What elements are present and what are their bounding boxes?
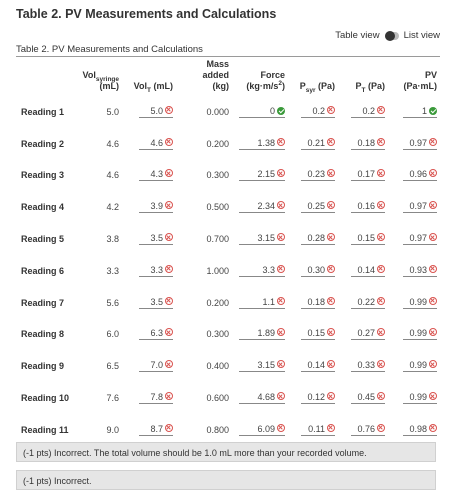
pv-cell: [388, 319, 440, 351]
force-value: 1.1: [262, 296, 275, 307]
force-input[interactable]: [239, 424, 285, 436]
pv-input[interactable]: [403, 424, 437, 436]
pv-input[interactable]: [403, 169, 437, 181]
pv-input[interactable]: [403, 392, 437, 404]
x-circle-icon: [377, 201, 385, 209]
x-circle-icon: [377, 297, 385, 305]
force-cell: [232, 128, 288, 160]
pv-value: 0.97: [409, 201, 427, 212]
pv-value: 0.97: [409, 233, 427, 244]
force-input[interactable]: [239, 138, 285, 150]
p-t-cell: [338, 128, 388, 160]
force-value: 6.09: [257, 423, 275, 434]
vol-t-value: 7.8: [150, 392, 163, 403]
table-header-row: [16, 57, 440, 96]
p-t-input[interactable]: [351, 138, 385, 150]
x-circle-icon: [277, 169, 285, 177]
x-circle-icon: [277, 297, 285, 305]
vol-t-value: 4.6: [150, 137, 163, 148]
pv-value: 1: [421, 105, 427, 116]
mass-added-value: 0.200: [206, 297, 229, 308]
p-t-input[interactable]: [351, 360, 385, 372]
vol-t-input[interactable]: [139, 424, 173, 436]
pv-table-body: [16, 96, 440, 446]
pv-value: 0.97: [409, 137, 427, 148]
table-row: [16, 223, 440, 255]
check-circle-icon: [277, 107, 285, 115]
mass-added-value: 0.300: [206, 170, 229, 181]
force-value: 4.68: [257, 392, 275, 403]
p-t-input[interactable]: [351, 106, 385, 118]
table-row: [16, 255, 440, 287]
p-t-value: 0.76: [357, 423, 375, 434]
row-label: Reading 2: [21, 138, 65, 149]
row-label: Reading 1: [21, 106, 65, 117]
force-cell: [232, 319, 288, 351]
pv-input[interactable]: [403, 201, 437, 213]
vol-t-input[interactable]: [139, 138, 173, 150]
pv-cell: [388, 414, 440, 446]
pv-input[interactable]: [403, 106, 437, 118]
vol-t-cell: [122, 223, 176, 255]
x-circle-icon: [429, 265, 437, 273]
mass-added-value: 0.800: [206, 424, 229, 435]
p-syr-input[interactable]: [301, 328, 335, 340]
p-t-value: 0.27: [357, 328, 375, 339]
pv-cell: [388, 191, 440, 223]
header-mass-added: Mass added (kg): [202, 59, 229, 91]
force-cell: [232, 223, 288, 255]
p-t-input[interactable]: [351, 392, 385, 404]
x-circle-icon: [429, 328, 437, 336]
vol-t-value: 4.3: [150, 169, 163, 180]
list-view-label[interactable]: List view: [403, 30, 440, 41]
vol-t-cell: [122, 128, 176, 160]
p-syr-cell: [288, 414, 338, 446]
vol-t-cell: [122, 287, 176, 319]
pv-value: 0.93: [409, 264, 427, 275]
vol-syringe-value: 4.6: [106, 170, 119, 181]
mass-added-value: 0.200: [206, 138, 229, 149]
vol-t-value: 3.5: [150, 233, 163, 244]
pv-cell: [388, 96, 440, 128]
x-circle-icon: [377, 106, 385, 114]
pv-cell: [388, 255, 440, 287]
force-cell: [232, 191, 288, 223]
force-input[interactable]: [239, 297, 285, 309]
x-circle-icon: [327, 297, 335, 305]
vol-t-value: 7.0: [150, 360, 163, 371]
header-p-syr: $P_{syr}$ (Pa): [299, 81, 335, 94]
p-t-input[interactable]: [351, 297, 385, 309]
x-circle-icon: [277, 233, 285, 241]
check-circle-icon: [429, 107, 437, 115]
p-t-value: 0.16: [357, 201, 375, 212]
x-circle-icon: [277, 138, 285, 146]
vol-t-value: 3.3: [150, 264, 163, 275]
p-syr-value: 0.11: [308, 423, 325, 434]
p-syr-input[interactable]: [301, 106, 335, 118]
x-circle-icon: [165, 392, 173, 400]
p-t-input[interactable]: [351, 233, 385, 245]
mass-added-value: 0.000: [206, 106, 229, 117]
force-input[interactable]: [239, 233, 285, 245]
x-circle-icon: [429, 169, 437, 177]
mass-added-value: 0.600: [206, 393, 229, 404]
vol-t-cell: [122, 96, 176, 128]
header-p-t: $P_T$ (Pa): [355, 81, 385, 94]
pv-table: [16, 57, 440, 446]
x-circle-icon: [429, 392, 437, 400]
p-t-input[interactable]: [351, 328, 385, 340]
p-syr-cell: [288, 96, 338, 128]
pv-value: 0.99: [409, 296, 427, 307]
p-syr-input[interactable]: [301, 233, 335, 245]
p-syr-input[interactable]: [301, 138, 335, 150]
x-circle-icon: [327, 265, 335, 273]
p-t-value: 0.17: [357, 169, 375, 180]
force-value: 1.38: [257, 137, 275, 148]
p-syr-cell: [288, 287, 338, 319]
x-circle-icon: [429, 233, 437, 241]
mass-added-value: 0.300: [206, 329, 229, 340]
p-syr-cell: [288, 255, 338, 287]
p-syr-value: 0.28: [307, 233, 325, 244]
vol-t-input[interactable]: [139, 297, 173, 309]
header-vol-syringe: Vol$_{syringe}$ (mL): [82, 70, 119, 91]
mass-added-value: 0.400: [206, 361, 229, 372]
vol-t-cell: [122, 319, 176, 351]
vol-syringe-value: 3.3: [106, 265, 119, 276]
x-circle-icon: [165, 138, 173, 146]
x-circle-icon: [327, 233, 335, 241]
p-t-cell: [338, 223, 388, 255]
table-row: [16, 350, 440, 382]
p-syr-value: 0.18: [307, 296, 325, 307]
table-row: [16, 382, 440, 414]
force-cell: [232, 414, 288, 446]
vol-t-value: 5.0: [150, 105, 163, 116]
x-circle-icon: [165, 297, 173, 305]
pv-input[interactable]: [403, 328, 437, 340]
force-value: 3.15: [257, 233, 275, 244]
vol-syringe-value: 4.6: [106, 138, 119, 149]
p-t-cell: [338, 191, 388, 223]
vol-t-value: 3.9: [150, 201, 163, 212]
force-input[interactable]: [239, 169, 285, 181]
pv-input[interactable]: [403, 233, 437, 245]
p-t-cell: [338, 96, 388, 128]
table-row: [16, 128, 440, 160]
p-t-cell: [338, 160, 388, 192]
p-syr-input[interactable]: [301, 265, 335, 277]
vol-t-input[interactable]: [139, 169, 173, 181]
p-t-value: 0.45: [357, 392, 375, 403]
p-t-input[interactable]: [351, 265, 385, 277]
view-toggle-switch[interactable]: [385, 32, 399, 40]
x-circle-icon: [165, 328, 173, 336]
p-t-cell: [338, 255, 388, 287]
row-label: Reading 4: [21, 202, 65, 213]
pv-cell: [388, 382, 440, 414]
p-syr-cell: [288, 223, 338, 255]
vol-t-input[interactable]: [139, 201, 173, 213]
x-circle-icon: [277, 265, 285, 273]
x-circle-icon: [377, 392, 385, 400]
x-circle-icon: [165, 233, 173, 241]
row-label: Reading 6: [21, 265, 65, 276]
header-force: Force $(kg\cdot m/s^2)$: [246, 70, 285, 91]
mass-added-value: 1.000: [206, 265, 229, 276]
p-t-value: 0.22: [357, 296, 375, 307]
row-label: Reading 8: [21, 329, 65, 340]
x-circle-icon: [327, 169, 335, 177]
view-toggle[interactable]: [335, 30, 440, 41]
x-circle-icon: [429, 360, 437, 368]
p-syr-cell: [288, 350, 338, 382]
p-syr-cell: [288, 160, 338, 192]
pv-cell: [388, 160, 440, 192]
vol-t-cell: [122, 255, 176, 287]
x-circle-icon: [327, 201, 335, 209]
p-syr-input[interactable]: [301, 201, 335, 213]
x-circle-icon: [377, 328, 385, 336]
pv-cell: [388, 287, 440, 319]
p-t-input[interactable]: [351, 424, 385, 436]
x-circle-icon: [429, 138, 437, 146]
mass-added-value: 0.700: [206, 234, 229, 245]
p-t-input[interactable]: [351, 169, 385, 181]
pv-value: 0.98: [409, 423, 427, 434]
force-input[interactable]: [239, 392, 285, 404]
p-t-value: 0.15: [357, 233, 375, 244]
vol-syringe-value: 5.0: [106, 106, 119, 117]
header-vol-t: Vol$_T$ (mL): [133, 81, 173, 94]
vol-t-input[interactable]: [139, 106, 173, 118]
header-pv: PV (Pa·mL): [403, 70, 437, 91]
p-syr-cell: [288, 128, 338, 160]
vol-t-value: 8.7: [150, 423, 163, 434]
p-t-cell: [338, 350, 388, 382]
p-t-input[interactable]: [351, 201, 385, 213]
x-circle-icon: [165, 360, 173, 368]
x-circle-icon: [165, 265, 173, 273]
pv-input[interactable]: [403, 360, 437, 372]
p-syr-value: 0.12: [307, 392, 325, 403]
table-row: [16, 414, 440, 446]
force-cell: [232, 382, 288, 414]
x-circle-icon: [377, 360, 385, 368]
p-syr-value: 0.15: [307, 328, 325, 339]
vol-syringe-value: 7.6: [106, 393, 119, 404]
force-input[interactable]: [239, 360, 285, 372]
pv-cell: [388, 128, 440, 160]
x-circle-icon: [377, 265, 385, 273]
vol-syringe-value: 6.0: [106, 329, 119, 340]
table-caption: Table 2. PV Measurements and Calculations: [16, 44, 203, 55]
table-row: [16, 287, 440, 319]
p-t-cell: [338, 287, 388, 319]
x-circle-icon: [429, 424, 437, 432]
x-circle-icon: [165, 106, 173, 114]
force-value: 1.89: [257, 328, 275, 339]
x-circle-icon: [377, 169, 385, 177]
p-syr-input[interactable]: [301, 169, 335, 181]
p-syr-value: 0.30: [307, 264, 325, 275]
x-circle-icon: [277, 328, 285, 336]
p-t-value: 0.14: [357, 264, 375, 275]
pv-input[interactable]: [403, 265, 437, 277]
pv-table-container: [16, 56, 440, 435]
row-label: Reading 3: [21, 170, 65, 181]
p-syr-cell: [288, 191, 338, 223]
force-input[interactable]: [239, 265, 285, 277]
force-value: 0: [269, 105, 275, 116]
x-circle-icon: [429, 297, 437, 305]
force-input[interactable]: [239, 328, 285, 340]
x-circle-icon: [277, 392, 285, 400]
force-input[interactable]: [239, 106, 285, 118]
vol-syringe-value: 5.6: [106, 297, 119, 308]
vol-t-input[interactable]: [139, 328, 173, 340]
page-title: Table 2. PV Measurements and Calculations: [16, 7, 277, 21]
x-circle-icon: [377, 424, 385, 432]
vol-t-cell: [122, 160, 176, 192]
x-circle-icon: [377, 138, 385, 146]
x-circle-icon: [165, 169, 173, 177]
p-syr-value: 0.14: [307, 360, 325, 371]
table-row: [16, 160, 440, 192]
p-t-cell: [338, 319, 388, 351]
x-circle-icon: [377, 233, 385, 241]
row-label: Reading 5: [21, 234, 65, 245]
p-syr-value: 0.21: [307, 137, 325, 148]
force-value: 2.15: [257, 169, 275, 180]
x-circle-icon: [429, 201, 437, 209]
mass-added-value: 0.500: [206, 202, 229, 213]
p-syr-input[interactable]: [301, 392, 335, 404]
vol-t-input[interactable]: [139, 265, 173, 277]
row-label: Reading 11: [21, 424, 69, 435]
force-input[interactable]: [239, 201, 285, 213]
force-value: 2.34: [257, 201, 275, 212]
toggle-knob: [385, 31, 395, 41]
feedback-message: (-1 pts) Incorrect.: [16, 470, 436, 490]
vol-t-input[interactable]: [139, 233, 173, 245]
row-label: Reading 10: [21, 393, 70, 404]
x-circle-icon: [327, 392, 335, 400]
pv-input[interactable]: [403, 297, 437, 309]
p-syr-cell: [288, 382, 338, 414]
row-label: Reading 9: [21, 361, 65, 372]
force-value: 3.3: [262, 264, 275, 275]
p-t-value: 0.33: [357, 360, 375, 371]
vol-syringe-value: 9.0: [106, 424, 119, 435]
p-syr-cell: [288, 319, 338, 351]
pv-value: 0.99: [409, 360, 427, 371]
vol-t-input[interactable]: [139, 360, 173, 372]
pv-cell: [388, 350, 440, 382]
x-circle-icon: [327, 106, 335, 114]
table-row: [16, 319, 440, 351]
p-syr-input[interactable]: [301, 297, 335, 309]
table-row: [16, 191, 440, 223]
vol-t-value: 3.5: [150, 296, 163, 307]
pv-cell: [388, 223, 440, 255]
table-view-label[interactable]: Table view: [335, 30, 380, 41]
x-circle-icon: [277, 360, 285, 368]
vol-syringe-value: 3.8: [106, 234, 119, 245]
pv-value: 0.99: [409, 328, 427, 339]
p-t-value: 0.18: [357, 137, 375, 148]
x-circle-icon: [327, 138, 335, 146]
vol-syringe-value: 6.5: [106, 361, 119, 372]
header-blank: [16, 57, 78, 96]
x-circle-icon: [277, 424, 285, 432]
pv-value: 0.96: [409, 169, 427, 180]
force-value: 3.15: [257, 360, 275, 371]
pv-value: 0.99: [409, 392, 427, 403]
vol-t-input[interactable]: [139, 392, 173, 404]
p-syr-value: 0.25: [307, 201, 325, 212]
p-syr-value: 0.23: [307, 169, 325, 180]
p-syr-value: 0.2: [312, 105, 325, 116]
p-t-value: 0.2: [362, 105, 375, 116]
force-cell: [232, 255, 288, 287]
x-circle-icon: [327, 328, 335, 336]
p-syr-input[interactable]: [301, 360, 335, 372]
x-circle-icon: [165, 424, 173, 432]
p-t-cell: [338, 382, 388, 414]
x-circle-icon: [327, 424, 335, 432]
force-cell: [232, 160, 288, 192]
x-circle-icon: [165, 201, 173, 209]
force-cell: [232, 350, 288, 382]
vol-syringe-value: 4.2: [106, 202, 119, 213]
vol-t-cell: [122, 414, 176, 446]
x-circle-icon: [327, 360, 335, 368]
p-syr-input[interactable]: [301, 424, 335, 436]
vol-t-value: 6.3: [150, 328, 163, 339]
p-t-cell: [338, 414, 388, 446]
row-label: Reading 7: [21, 297, 65, 308]
pv-input[interactable]: [403, 138, 437, 150]
x-circle-icon: [277, 201, 285, 209]
vol-t-cell: [122, 382, 176, 414]
feedback-message: (-1 pts) Incorrect. The total volume should be 1.0 mL more than your recorded volume.: [16, 442, 436, 462]
vol-t-cell: [122, 191, 176, 223]
table-row: [16, 96, 440, 128]
vol-t-cell: [122, 350, 176, 382]
force-cell: [232, 96, 288, 128]
force-cell: [232, 287, 288, 319]
